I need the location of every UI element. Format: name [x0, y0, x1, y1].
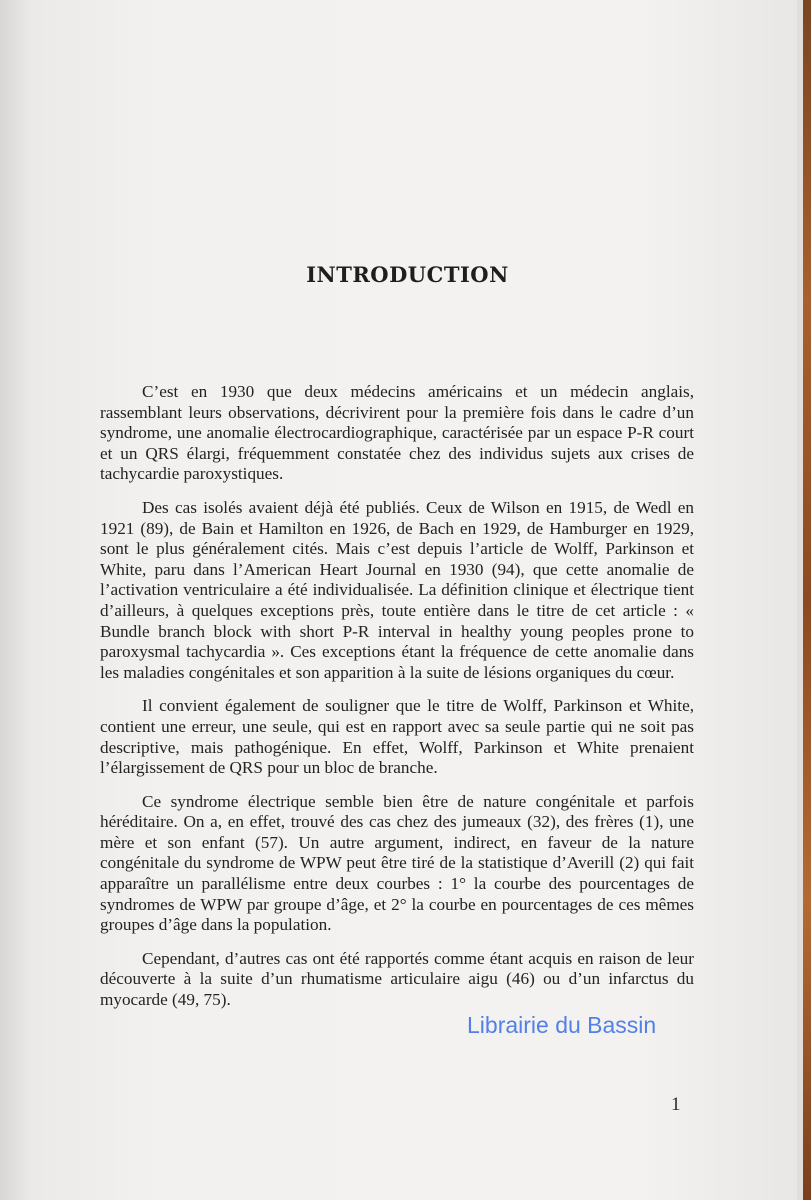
page-number: 1 — [671, 1094, 681, 1115]
page-title: INTRODUCTION — [306, 262, 509, 287]
paragraph-1: C’est en 1930 que deux médecins américains et un médecin anglais, rassemblant leurs observations, décrivirent pour la première fois dans le cadre d’un syndrome, une anomalie électrocardiographique, caractérisée par un espace P-R court et un QRS élargi, fréquemment constatée chez des individus sujets aux crises de tachycardie paroxystiques. — [100, 382, 694, 484]
watermark-text: Librairie du Bassin — [467, 1012, 657, 1038]
paragraph-4: Ce syndrome électrique semble bien être de nature congénitale et parfois héréditaire. On a, en effet, trouvé des cas chez des jumeaux (32), des frères (1), une mère et son enfant (57). Un autre argument, indirect, en faveur de la nature congénitale du syndrome de WPW peut être tiré de la statistique d’Averill (2) qui fait apparaître un parallélisme entre deux courbes : 1° la courbe des pourcentages de syndromes de WPW par groupe d’âge, et 2° la courbe en pourcentages de ces mêmes groupes d’âge dans la population. — [100, 791, 694, 935]
body-text — [100, 382, 694, 1024]
paragraph-2: Des cas isolés avaient déjà été publiés. Ceux de Wilson en 1915, de Wedl en 1921 (89), de Bain et Hamilton en 1926, de Bach en 1929, de Hamburger en 1929, sont le plus généralement cités. Mais c’est depuis l’article de Wolff, Parkinson et White, paru dans l’American Heart Journal en 1930 (94), que cette anomalie de l’activation ventriculaire a été individualisée. La définition clinique et électrique tient d’ailleurs, à quelques exceptions près, toute entière dans le titre de cet article : « Bundle branch block with short P-R interval in healthy young peoples prone to paroxysmal tachycardia ». Ces exceptions étant la fréquence de cette anomalie dans les maladies congénitales et son apparition à la suite de lésions organiques du cœur. — [100, 497, 694, 682]
paragraph-3: Il convient également de souligner que le titre de Wolff, Parkinson et White, contient une erreur, une seule, qui est en rapport avec sa seule partie qui ne soit pas descriptive, mais pathogénique. En effet, Wolff, Parkinson et White prenaient l’élargissement de QRS pour un bloc de branche. — [100, 696, 694, 778]
paragraph-5: Cependant, d’autres cas ont été rapportés comme étant acquis en raison de leur découverte à la suite d’un rhumatisme articulaire aigu (46) ou d’un infarctus du myocarde (49, 75). — [100, 948, 694, 1010]
